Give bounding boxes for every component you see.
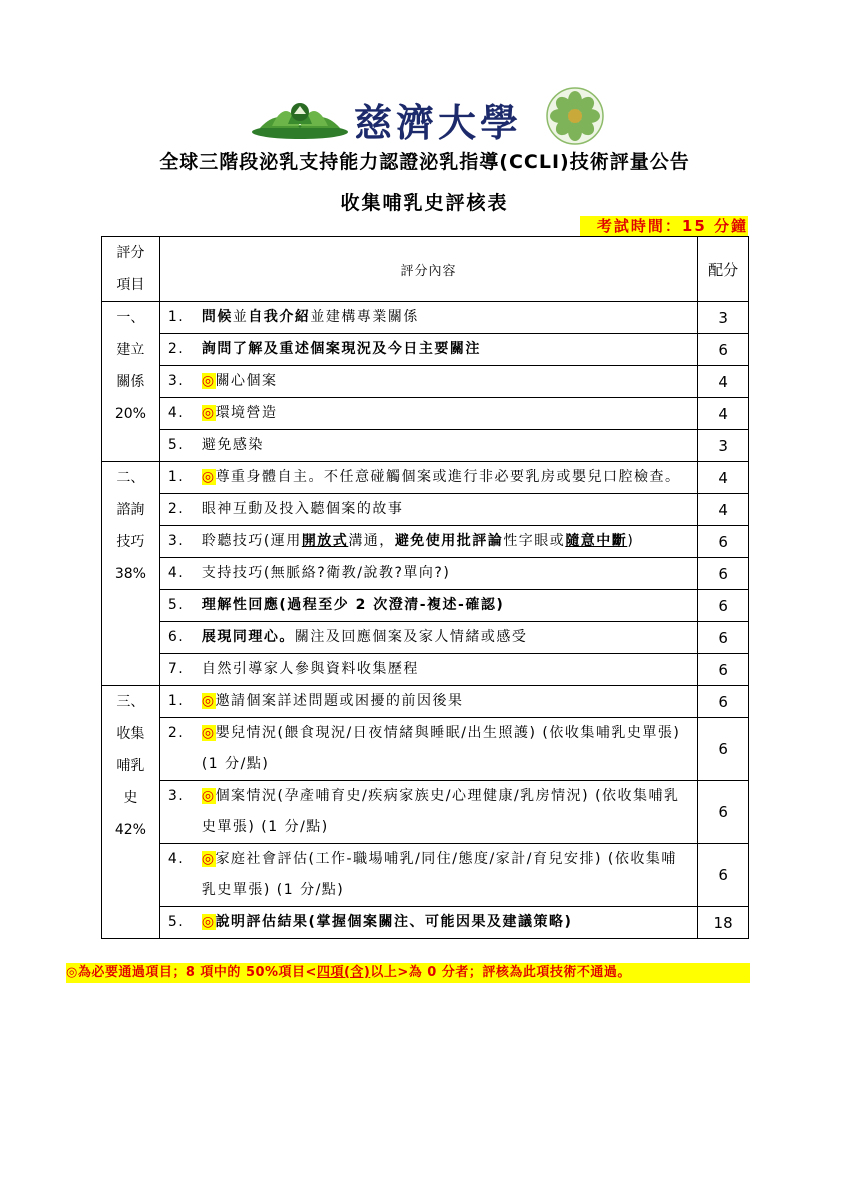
criterion-number: 4. [167, 565, 185, 581]
score-cell: 6 [698, 654, 749, 686]
header-category: 評分 項目 [102, 237, 160, 302]
logo-row [0, 86, 849, 146]
criterion-text: 詢問了解及重述個案現況及今日主要關注 [201, 341, 481, 357]
score-cell: 4 [698, 398, 749, 430]
score-cell: 4 [698, 462, 749, 494]
required-mark-icon: ◎ [201, 373, 216, 389]
criterion-text: 問候並自我介紹並建構專業關係 [201, 309, 419, 325]
section-label: 一、 建立 關係 20% [102, 302, 160, 462]
criterion-cell [159, 718, 697, 781]
evaluation-table [101, 236, 749, 939]
header-content: 評分內容 [159, 237, 697, 302]
table-row [102, 781, 749, 844]
criterion-text: ◎環境營造 [201, 405, 278, 421]
score-cell: 6 [698, 558, 749, 590]
criterion-cell [159, 398, 697, 430]
table-row [102, 590, 749, 622]
school-name: 慈濟大學 [354, 100, 523, 145]
criterion-cell [159, 334, 697, 366]
table-row [102, 907, 749, 939]
table-row [102, 462, 749, 494]
score-cell: 4 [698, 494, 749, 526]
score-cell: 6 [698, 686, 749, 718]
table-row [102, 526, 749, 558]
criterion-number: 1. [167, 693, 185, 709]
required-mark-icon: ◎ [201, 693, 216, 709]
required-mark-icon: ◎ [201, 788, 216, 804]
criterion-number: 2. [167, 725, 185, 741]
criterion-cell [159, 781, 697, 844]
criterion-text: ◎說明評估結果(掌握個案關注、可能因果及建議策略) [201, 914, 573, 930]
criterion-cell [159, 590, 697, 622]
table-row [102, 844, 749, 907]
criterion-text: 眼神互動及投入聽個案的故事 [201, 501, 404, 517]
table-row [102, 398, 749, 430]
required-mark-icon: ◎ [201, 851, 216, 867]
criterion-cell [159, 558, 697, 590]
criterion-text: 理解性回應(過程至少 2 次澄清-複述-確認) [201, 597, 505, 613]
required-mark-icon: ◎ [201, 469, 216, 485]
required-mark-icon: ◎ [201, 725, 216, 741]
table-row [102, 558, 749, 590]
criterion-number: 2. [167, 501, 185, 517]
criterion-text: 聆聽技巧(運用開放式溝通，避免使用批評論性字眼或隨意中斷) [201, 533, 635, 549]
table-row [102, 654, 749, 686]
criterion-number: 3. [167, 533, 185, 549]
criterion-number: 3. [167, 788, 185, 804]
criterion-cell [159, 844, 697, 907]
criterion-text: ◎尊重身體自主。不任意碰觸個案或進行非必要乳房或嬰兒口腔檢查。 [201, 469, 681, 485]
criterion-cell [159, 654, 697, 686]
criterion-text: ◎嬰兒情況(餵食現況/日夜情緒與睡眠/出生照護) (依收集哺乳史單張) (1 分/點) [201, 725, 681, 772]
criterion-cell [159, 366, 697, 398]
table-row [102, 686, 749, 718]
score-cell: 4 [698, 366, 749, 398]
criterion-cell [159, 494, 697, 526]
criterion-number: 4. [167, 405, 185, 421]
section-label: 三、 收集 哺乳 史 42% [102, 686, 160, 939]
criterion-cell [159, 907, 697, 939]
criterion-cell [159, 686, 697, 718]
score-cell: 6 [698, 718, 749, 781]
criterion-number: 4. [167, 851, 185, 867]
table-header-row [102, 237, 749, 302]
criterion-cell [159, 526, 697, 558]
table-row [102, 494, 749, 526]
criterion-number: 5. [167, 914, 185, 930]
criterion-text: ◎邀請個案詳述問題或困擾的前因後果 [201, 693, 464, 709]
score-cell: 6 [698, 622, 749, 654]
score-cell: 6 [698, 590, 749, 622]
score-cell: 3 [698, 302, 749, 334]
criterion-text: 自然引導家人參與資料收集歷程 [201, 661, 419, 677]
criterion-number: 1. [167, 469, 185, 485]
criterion-cell [159, 462, 697, 494]
section-label: 二、 諮詢 技巧 38% [102, 462, 160, 686]
table-row [102, 622, 749, 654]
criterion-text: 展現同理心。關注及回應個案及家人情緒或感受 [201, 629, 528, 645]
table-row [102, 334, 749, 366]
criterion-cell [159, 302, 697, 334]
score-cell: 6 [698, 781, 749, 844]
criterion-number: 5. [167, 437, 185, 453]
score-cell: 6 [698, 334, 749, 366]
score-cell: 6 [698, 526, 749, 558]
form-subtitle: 收集哺乳史評核表 [340, 192, 509, 214]
header-score: 配分 [698, 237, 749, 302]
criterion-number: 5. [167, 597, 185, 613]
table-row [102, 718, 749, 781]
footnote: ◎為必要通過項目；8 項中的 50%項目<四項(含)以上>為 0 分者；評核為此項技術不通過。 [66, 963, 750, 983]
lotus-emblem-icon [250, 92, 350, 140]
criterion-cell [159, 430, 697, 462]
score-cell: 3 [698, 430, 749, 462]
table-row [102, 302, 749, 334]
flower-seal-icon [545, 86, 605, 146]
criterion-number: 6. [167, 629, 185, 645]
criterion-number: 3. [167, 373, 185, 389]
criterion-text: ◎家庭社會評估(工作-職場哺乳/同住/態度/家計/育兒安排) (依收集哺乳史單張) (1 分/點) [201, 851, 677, 898]
score-cell: 6 [698, 844, 749, 907]
table-row [102, 430, 749, 462]
score-cell: 18 [698, 907, 749, 939]
required-mark-icon: ◎ [201, 405, 216, 421]
criterion-text: 支持技巧(無脈絡?衛教/說教?單向?) [201, 565, 451, 581]
criterion-cell [159, 622, 697, 654]
criterion-text: 避免感染 [201, 437, 264, 453]
exam-time-badge: 考試時間：15 分鐘 [580, 216, 748, 236]
table-row [102, 366, 749, 398]
criterion-text: ◎關心個案 [201, 373, 278, 389]
criterion-number: 2. [167, 341, 185, 357]
criterion-text: ◎個案情況(孕產哺育史/疾病家族史/心理健康/乳房情況) (依收集哺乳史單張) (1 分/點) [201, 788, 680, 835]
required-mark-icon: ◎ [201, 914, 216, 930]
criterion-number: 1. [167, 309, 185, 325]
criterion-number: 7. [167, 661, 185, 677]
page-title: 全球三階段泌乳支持能力認證泌乳指導(CCLI)技術評量公告 [159, 151, 690, 173]
